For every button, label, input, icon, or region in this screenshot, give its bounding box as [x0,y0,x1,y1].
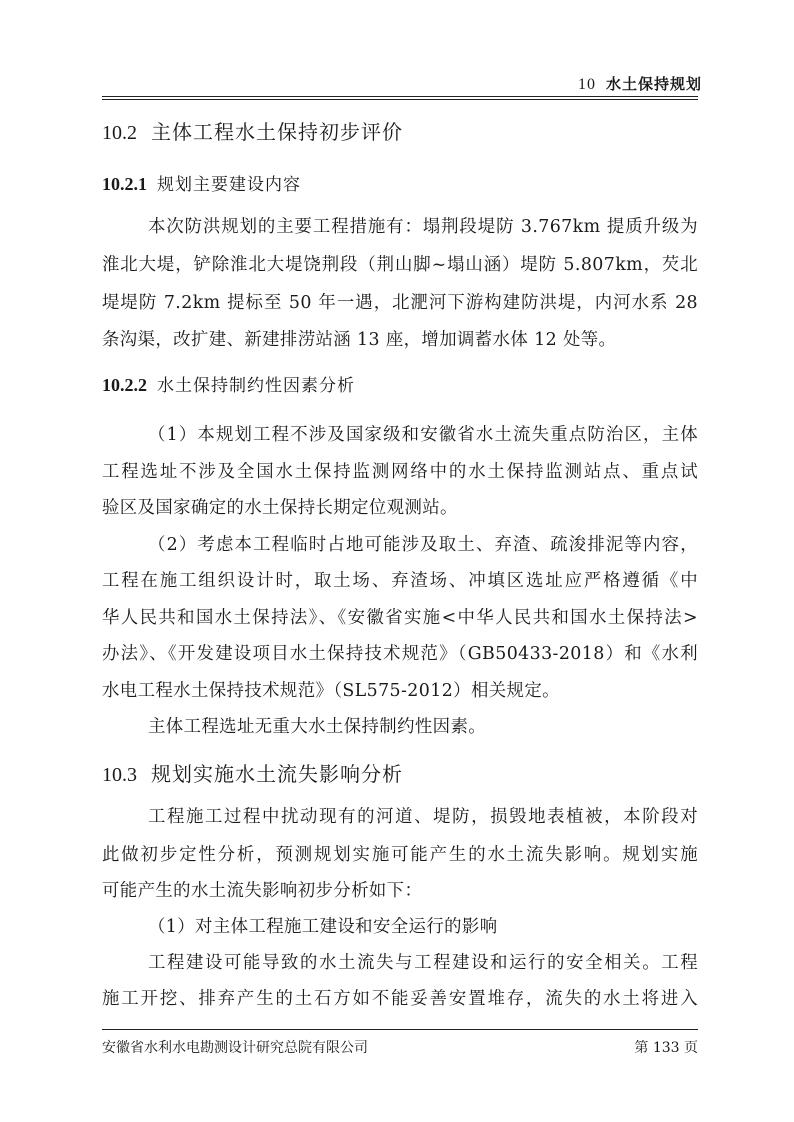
header-rule-thin [102,99,698,100]
footer-organization: 安徽省水利水电勘测设计研究总院有限公司 [102,1040,368,1056]
page-number: 第 133 页 [634,1040,698,1056]
subsection-number: 10.2.2 [102,375,147,395]
paragraph-line: 本次防洪规划的主要工程措施有：塌荆段堤防 3.767km 提质升级为 [148,217,698,237]
paragraph-line: 此做初步定性分析，预测规划实施可能产生的水土流失影响。规划实施 [102,845,698,865]
section-title: 规划实施水土流失影响分析 [151,762,403,786]
section-heading-10-3 [102,758,403,787]
section-title: 主体工程水土保持初步评价 [151,120,403,144]
running-header [578,73,702,94]
paragraph-line: 施工开挖、排弃产生的土石方如不能妥善安置堆存，流失的水土将进入 [102,989,698,1009]
subsection-number: 10.2.1 [102,174,147,194]
paragraph-line: 工程施工过程中扰动现有的河道、堤防，损毁地表植被，本阶段对 [148,807,698,827]
paragraph-line: 堤堤防 7.2km 提标至 50 年一遇，北淝河下游构建防洪堤，内河水系 28 [102,293,698,313]
paragraph-line: 水电工程水土保持技术规范》（SL575-2012）相关规定。 [102,681,560,701]
paragraph-line: 工程选址不涉及全国水土保持监测网络中的水土保持监测站点、重点试 [102,462,698,482]
paragraph-line: 条沟渠，改扩建、新建排涝站涵 13 座，增加调蓄水体 12 处等。 [102,330,617,350]
footer-rule [102,1029,698,1030]
paragraph-line: （1）对主体工程施工建设和安全运行的影响 [148,917,498,937]
paragraph-line: 办法》、《开发建设项目水土保持技术规范》（GB50433-2018）和《水利 [102,644,698,664]
subsection-heading-10-2-1 [102,170,301,195]
section-heading-10-2 [102,116,403,145]
paragraph-line: 工程在施工组织设计时，取土场、弃渣场、冲填区选址应严格遵循《中 [102,571,698,591]
chapter-number: 10 [577,76,596,93]
paragraph-line: 可能产生的水土流失影响初步分析如下： [102,881,423,901]
paragraph-line: 淮北大堤，铲除淮北大堤饶荆段（荆山脚~塌山涵）堤防 5.807km，芡北 [102,255,698,275]
section-number: 10.3 [102,764,137,786]
subsection-title: 规划主要建设内容 [157,175,301,195]
paragraph-line: 华人民共和国水土保持法》、《安徽省实施<中华人民共和国水土保持法> [102,608,698,628]
paragraph-line: （2）考虑本工程临时占地可能涉及取土、弃渣、疏浚排泥等内容， [148,535,698,555]
paragraph-line: 验区及国家确定的水土保持长期定位观测站。 [102,498,458,518]
chapter-title: 水土保持规划 [605,75,702,93]
paragraph-line: （1）本规划工程不涉及国家级和安徽省水土流失重点防治区，主体 [148,425,698,445]
subsection-heading-10-2-2 [102,371,355,396]
paragraph-line: 工程建设可能导致的水土流失与工程建设和运行的安全相关。工程 [148,953,698,973]
header-rule [102,96,698,97]
paragraph-line: 主体工程选址无重大水土保持制约性因素。 [148,717,487,737]
section-number: 10.2 [102,122,137,144]
subsection-title: 水土保持制约性因素分析 [157,376,355,396]
